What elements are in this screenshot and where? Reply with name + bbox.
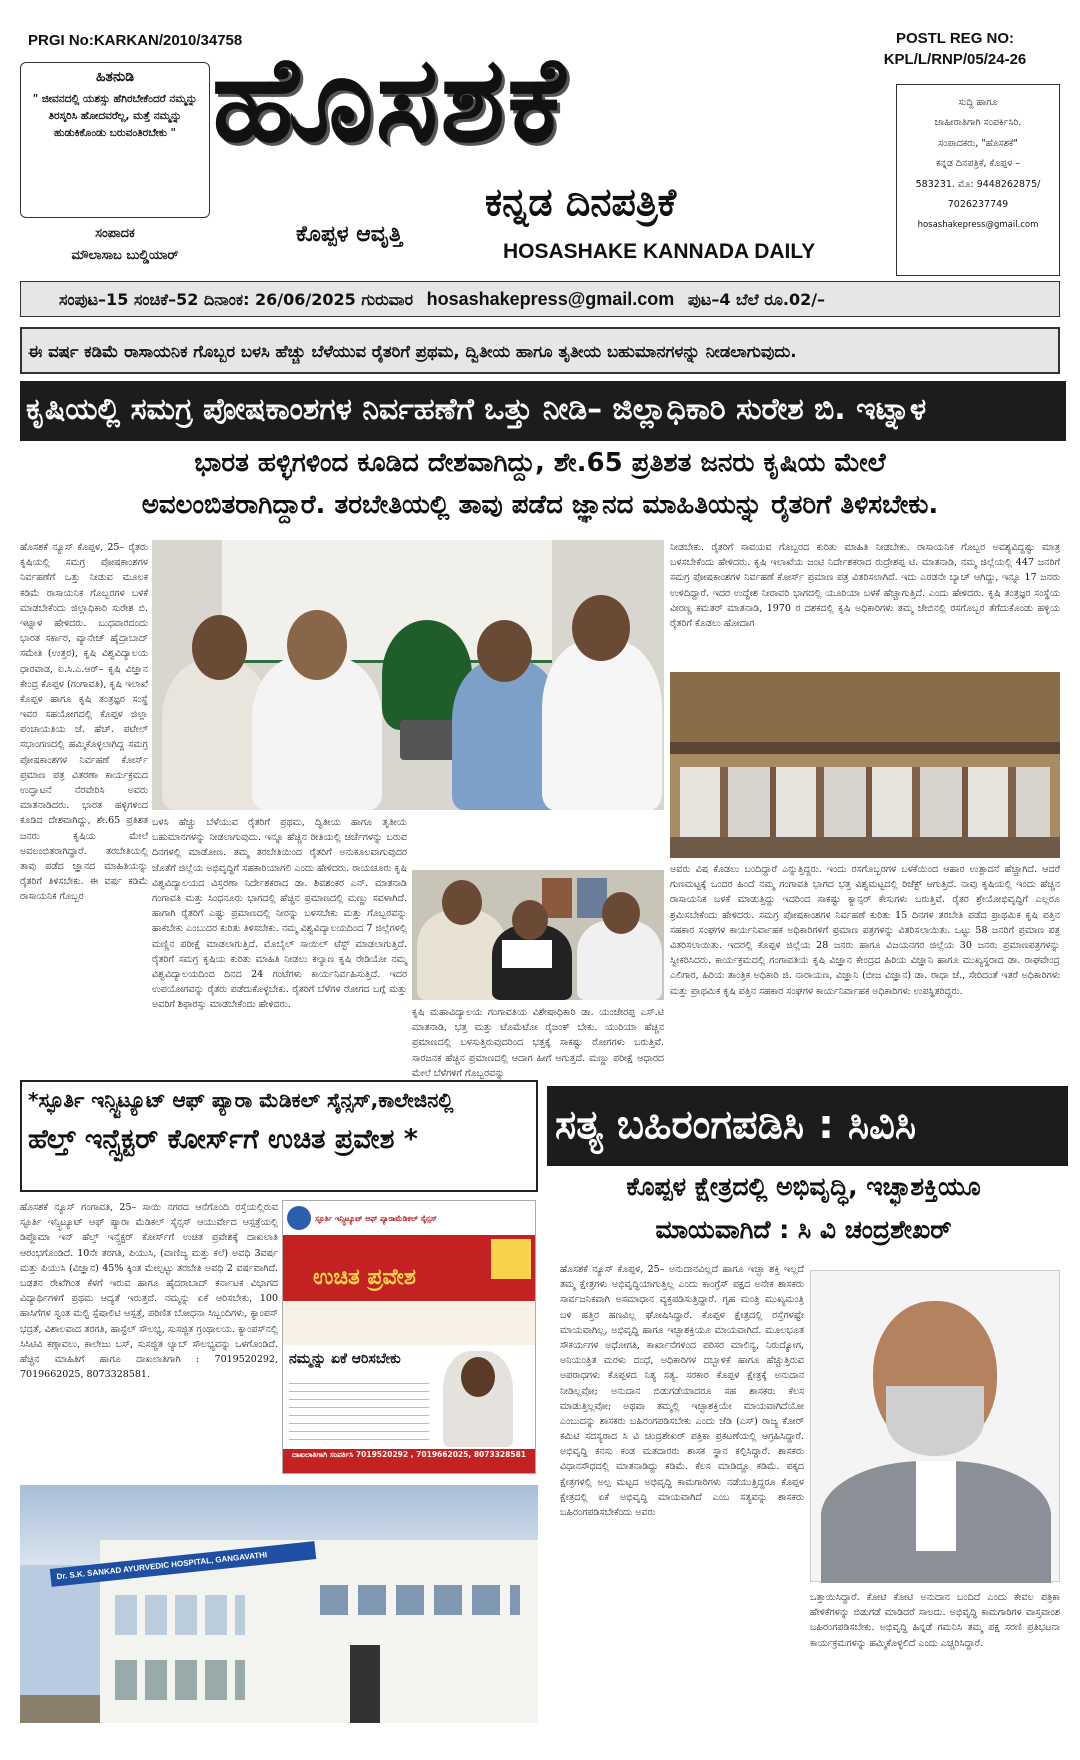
ad-story-body: ಹೊಸಶಕೆ ನ್ಯೂಸ್ ಗಂಗಾವತಿ, 25– ಸಾಯಿ ನಗರದ ಆನೆಗೊಂದಿ ರಸ್ತೆಯಲ್ಲಿರುವ ಸ್ಫೂರ್ತಿ ಇನ್ಸ್ಟಿಟ್ಯೂಟ್ ಆಫ್ ಪ್ಯಾರಾ ಮೆಡಿಕಲ್ ಸೈನ್ಸಸ್ ಆಯುರ್ವೇದ ಆಸ್ಪತ್ರೆಯಲ್ಲಿ ಡಿಪ್ಲೊಮಾ ಇನ್ ಹೆಲ್ತ್ ಇನ್ಸ್ಪೆಕ್ಟರ್ ಕೋರ್ಸ್‌ಗೆ ಉಚಿತ ಪ್ರವೇಶಕ್ಕೆ ದಾಖಲಾತಿ ಆರಂಭಗೊಂಡಿದೆ. 10ನೇ ತರಗತಿ, ಪಿಯುಸಿ, (ವಾಣಿಜ್ಯ ಮತ್ತು ಕಲೆ) ಅವಧಿ 3ವರ್ಷ ಮತ್ತು ಪಿಯುಸಿ (ವಿಜ್ಞಾನ) 45% ಕ್ಕಿಂತ ಮೇಲ್ಪಟ್ಟು ತರಬೇತಿ ಅವಧಿ 2 ವರ್ಷವಾಗಿದೆ. ಬಡತನ ರೇಖೆಗಿಂತ ಕೆಳಗೆ ಇರುವ ಹಾಗೂ ಹೈದರಾಬಾದ್ ಕರ್ನಾಟಕ ವಿಭಾಗದ ವಿದ್ಯಾರ್ಥಿಗಳಿಗೆ ಪ್ರಥಮ ಆದ್ಯತೆ ಇರುತ್ತದೆ. ನಮ್ಮನ್ನು ಏಕೆ ಆರಿಸಬೇಕು, 100 ಹಾಸಿಗೆಗಳ ಸ್ವಂತ ಮಲ್ಟಿ ಸ್ಪೆಷಾಲಿಟಿ ಆಸ್ಪತ್ರೆ, ಪರಿಣಿತ ಬೋಧನಾ ಸಿಬ್ಬಂದಿಗಳು, ಕ್ಯಾಂಪಸ್ ಭದ್ರತೆ, ವಿಶಾಲವಾದ ತರಗತಿ, ಹಾಸ್ಟೆಲ್ ಸೌಲಭ್ಯ, ಸುಸಜ್ಜಿತ ಗ್ರಂಥಾಲಯ. ಕ್ಯಾಂಪಸ್‌ನಲ್ಲಿ ಸಿಸಿಟಿವಿ ಕಣ್ಗಾವಲು, ಕಾಲೇಜು ಬಸ್, ಸುಸಜ್ಜಿತ ಲ್ಯಾಬ್ ಸೌಲಭ್ಯವನ್ನು ಒಳಗೊಂಡಿದೆ. ಹೆಚ್ಚಿನ ಮಾಹಿತಿಗೆ ಹಾಗೂ ದಾಖಲಾತಿಗಾಗಿ : 7019520292, 7019662025, 8073328581. bbox=[20, 1202, 278, 1381]
contact-line-1: ಸುದ್ದಿ ಹಾಗೂ bbox=[958, 97, 998, 108]
lead-column-3: ಕೃಷಿ ಮಹಾವಿದ್ಯಾಲಯ ಗಂಗಾವತಿಯ ವಿಶೇಷಾಧಿಕಾರಿ ಡಾ. ಯಂಜೇರಪ್ಪ ಎಸ್.ಟಿ ಮಾತನಾಡಿ, ಭತ್ತ ಮತ್ತು ಟೊಮೆಟೋ ರೈಜಂಕ್ ಬೇಕು. ಯುರಿಯಾ ಹೆಚ್ಚಿನ ಪ್ರಮಾಣದಲ್ಲಿ ಬಳಸುತ್ತಿರುವುದರಿಂದ ಭತ್ತಕ್ಕೆ ಸಾಕಷ್ಟು ರೋಗಗಳು ಬರುತ್ತಿವೆ. ಸಾರಜನಕ ಹೆಚ್ಚಿನ ಪ್ರಮಾಣದಲ್ಲಿ ಆದಾಗ ಹೀಗೆ ಆಗುತ್ತದೆ. ಮಣ್ಣು ಪರೀಕ್ಷೆ ಆಧಾರದ ಮೇಲೆ ಬೆಳೆಗಳಿಗೆ ಗೊಬ್ಬರವನ್ನು bbox=[412, 1007, 664, 1079]
edition-label: ಕೊಪ್ಪಳ ಆವೃತ್ತಿ bbox=[296, 222, 403, 247]
editor-label: ಸಂಪಾದಕ bbox=[95, 226, 135, 241]
ticker-strip: ಈ ವರ್ಷ ಕಡಿಮೆ ರಾಸಾಯನಿಕ ಗೊಬ್ಬರ ಬಳಸಿ ಹೆಚ್ಚು ಬೆಳೆಯುವ ರೈತರಿಗೆ ಪ್ರಥಮ, ದ್ವಿತೀಯ ಹಾಗೂ ತೃತೀಯ ಬಹುಮಾನಗಳನ್ನು ನೀಡಲಾಗುವುದು. bbox=[20, 327, 1060, 374]
student-figure bbox=[443, 1351, 513, 1447]
ad-story-headline-box bbox=[20, 1080, 538, 1192]
issue-page-price: ಪುಟ–4 ಬೆಲೆ ರೂ.02/– bbox=[687, 290, 826, 309]
college-logo-icon bbox=[287, 1206, 311, 1230]
contact-line-5: 583231. ಮೊ: 9448262875/ bbox=[915, 178, 1041, 190]
postal-reg-number: KPL/L/RNP/05/24-26 bbox=[883, 51, 1027, 68]
subtitle-english: HOSASHAKE KANNADA DAILY bbox=[503, 240, 816, 263]
poster-phone: ದಾಖಲಾತಿಗಾಗಿ ಸಂಪರ್ಕಿಸಿ 7019520292 , 7019662025, 8073328581 bbox=[283, 1449, 535, 1473]
poster-title: ಸ್ಫೂರ್ತಿ ಇನ್ಸ್ಟಿಟ್ಯೂಟ್ ಆಫ್ ಪ್ಯಾರಾಮೆಡಿಕಲ್ ಸೈನ್ಸಸ್ bbox=[315, 1213, 437, 1223]
masthead-title: ಹೊಸಶಕೆ bbox=[212, 30, 567, 168]
hitanudi-title: ಹಿತನುಡಿ bbox=[95, 69, 135, 85]
lead-column-5: ಅವರು ವಿಷ ಕೊಡಲು ಬಂದಿದ್ದಾರೆ ಎನ್ನುತ್ತಿದ್ದರು. ಇಂದು ರಸಗೊಬ್ಬರಗಳ ಬಳಕೆಯಿಂದ ಆಹಾರ ಉತ್ಪಾದನೆ ಹೆಚ್ಚಾಗಿದೆ. ಆದರೆ ಗುಣಮಟ್ಟಕ್ಕೆ ಒಂದರ ಹಿಂದೆ ನಮ್ಮ ಗಂಗಾವತಿ ಭಾಗದ ಭತ್ತ ವಿಶ್ವಮಟ್ಟದಲ್ಲಿ ರಿಜೆಕ್ಟ್ ಆಗುತ್ತಿದೆ. ನಾವು ಕೃಷಿಯಲ್ಲಿ ಇಂದು ಹೆಚ್ಚಿನ ರಾಸಾಯನಿಕ ಬಳಕೆ ಮಾಡುತ್ತಿದ್ದು ಇದರಿಂದ ಸಾಕಷ್ಟು ಕ್ಯಾನ್ಸರ್ ಕೇಸುಗಳು ಬರುತ್ತಿವೆ. ರೈತರ ಶ್ರೇಯೋಭಿವೃದ್ಧಿಗೆ ಎಲ್ಲರೂ ಶ್ರಮಿಸಬೇಕೆಂದು ಹೇಳಿದರು. ಸಮಗ್ರ ಪೋಷಕಾಂಶಗಳ ನಿರ್ವಹಣೆ ಕುರಿತು 15 ದಿನಗಳ ತರಬೇತಿ ಪಡೆದ ಪ್ರಾಥಮಿಕ ಕೃಷಿ ಪತ್ತಿನ ಸಹಕಾರ ಸಂಘಗಳ ಕಾರ್ಯನಿರ್ವಾಹಕ ಅಧಿಕಾರಿಗಳಿಗೆ ಪ್ರಮಾಣ ಪತ್ರಗಳನ್ನು ವಿತರಿಸಲಾಯಿತು. ಒಟ್ಟು 58 ಜನರಿಗೆ ಪ್ರಮಾಣ ಪತ್ರ ವಿತರಿಸಲಾಯಿತು. ಇದರಲ್ಲಿ ಕೊಪ್ಪಳ ಜಿಲ್ಲೆಯ 28 ಜನರು ಹಾಗೂ ವಿಜಯನಗರ ಜಿಲ್ಲೆಯ 30 ಜನರು ಪ್ರಮಾಣಪತ್ರಗಳನ್ನು ಸ್ವೀಕರಿಸಿದರು. ಕಾರ್ಯಕ್ರಮದಲ್ಲಿ ಗಂಗಾವತಿಯ ಕೃಷಿ ವಿಜ್ಞಾನ ಕೇಂದ್ರದ ಹಿರಿಯ ವಿಜ್ಞಾನಿ ಹಾಗೂ ಮುಖ್ಯಸ್ಥರಾದ ಡಾ. ರಾಘವೇಂದ್ರ ಎಲಿಗಾರ, ಹಿರಿಯ ತಾಂತ್ರಿಕ ಅಧಿಕಾರಿ ಜಿ. ನಾರಾಯಣ, ವಿಜ್ಞಾನಿ (ಬೀಜ ವಿಜ್ಞಾನ) ಡಾ. ರಾಧಾ ಜೆ., ಸೇರಿದಂತೆ ಇತರೆ ಅಧಿಕಾರಿಗಳು ಮತ್ತು ಪ್ರಾಥಮಿಕ ಕೃಷಿ ಪತ್ತಿನ ಸಹಕಾರ ಸಂಘಗಳ ಕಾರ್ಯನಿರ್ವಾಹಕ ಅಧಿಕಾರಿಗಳು ಉಪಸ್ಥಿತರಿದ್ದರು. bbox=[670, 864, 1060, 997]
contact-line-3: ಸಂಪಾದಕರು, "ಹೊಸಶಕೆ" bbox=[938, 137, 1018, 149]
issue-bar bbox=[20, 281, 1060, 317]
hospital-photo bbox=[20, 1485, 538, 1723]
certificate bbox=[502, 940, 552, 968]
poster-why-us: ನಮ್ಮನ್ನು ಏಕೆ ಆರಿಸಬೇಕು bbox=[289, 1351, 401, 1367]
ad-headline-2: ಹೆಲ್ತ್ ಇನ್ಸ್ಪೆಕ್ಟರ್ ಕೋರ್ಸ್‌ಗೆ ಉಚಿತ ಪ್ರವೇಶ * bbox=[28, 1124, 418, 1155]
prgi-number: PRGI No:KARKAN/2010/34758 bbox=[28, 32, 243, 49]
lead-photo-audience bbox=[670, 672, 1060, 858]
poster-free-admission: ಉಚಿತ ಪ್ರವೇಶ bbox=[313, 1265, 416, 1290]
lead-headline: ಕೃಷಿಯಲ್ಲಿ ಸಮಗ್ರ ಪೋಷಕಾಂಶಗಳ ನಿರ್ವಹಣೆಗೆ ಒತ್ತು ನೀಡಿ– ಜಿಲ್ಲಾಧಿಕಾರಿ ಸುರೇಶ ಬಿ. ಇಟ್ನಾಳ bbox=[20, 381, 1066, 441]
lead-subhead-1: ಭಾರತ ಹಳ್ಳಿಗಳಿಂದ ಕೂಡಿದ ದೇಶವಾಗಿದ್ದು, ಶೇ.65 ಪ್ರತಿಶತ ಜನರು ಕೃಷಿಯ ಮೇಲೆ bbox=[194, 448, 886, 478]
contact-email: hosashakepress@gmail.com bbox=[917, 219, 1039, 230]
issue-email: hosashakepress@gmail.com bbox=[426, 289, 675, 309]
ad-headline-1: *ಸ್ಫೂರ್ತಿ ಇನ್ಸ್ಟಿಟ್ಯೂಟ್ ಆಫ್ ಪ್ಯಾರಾ ಮೆಡಿಕಲ್ ಸೈನ್ಸಸ್,ಕಾಲೇಜಿನಲ್ಲಿ bbox=[28, 1088, 454, 1112]
lead-column-2: ಬಳಸಿ ಹೆಚ್ಚು ಬೆಳೆಯುವ ರೈತರಿಗೆ ಪ್ರಥಮ, ದ್ವಿತೀಯ ಹಾಗೂ ತೃತೀಯ ಬಹುಮಾನಗಳನ್ನು ನೀಡಲಾಗುವುದು. ಇನ್ನೂ ಹೆಚ್ಚಿನ ರೀತಿಯಲ್ಲಿ ಚರ್ಚೆಗಳನ್ನು ಬರುವ ದಿನಗಳಲ್ಲಿ ಮಾಡೋಣ. ತಮ್ಮ ತರಬೇತಿಯಿಂದ ರೈತರಿಗೆ ಅನುಕೂಲವಾಗುವುದರ ಜೊತೆಗೆ ಜಿಲ್ಲೆಯ ಅಭಿವೃದ್ಧಿಗೆ ಸಹಕಾರಿಯಾಗಲಿ ಎಂದು ಹೇಳಿದರು. ರಾಯಚೂರು ಕೃಷಿ ವಿಶ್ವವಿದ್ಯಾಲಯದ ವಿಸ್ತರಣಾ ನಿರ್ದೇಶಕರಾದ ಡಾ. ಶಿವಶಂಕರ ಎನ್. ಮಾತನಾಡಿ ಗಂಗಾವತಿ ಮತ್ತು ಸಿಂಧನೂರು ಭಾಗದಲ್ಲಿ ಹೆಚ್ಚಿನ ಪ್ರಮಾಣದಲ್ಲಿ ಮಣ್ಣು ಸವಳಾಗಿದೆ. ಹಾಗಾಗಿ ರೈತರಿಗೆ ಎಷ್ಟು ಪ್ರಮಾಣದಲ್ಲಿ ನೀರನ್ನು ಬಳಸಬೇಕು ಮತ್ತು ಗೊಬ್ಬರವನ್ನು ಹಾಕಬೇಕು ಎಂಬುದರ ಕುರಿತು ತಿಳಿಸಬೇಕು. ನಮ್ಮ ವಿಶ್ವವಿದ್ಯಾಲಯದಿಂದ 7 ಜಿಲ್ಲೆಗಳಲ್ಲಿ ಮಣ್ಣಿನ ಪರೀಕ್ಷೆ ಮಾಡಲಾಗುತ್ತಿದೆ. ಮೊಬೈಲ್ ಸಾಯಿಲ್ ಟೆಸ್ಟ್ ಮಾಡಲಾಗುತ್ತಿದೆ. ರೈತರಿಗೆ ಸಮಗ್ರ ಕೃಷಿಯ ಕುರಿತು ಮಾಹಿತಿ ನೀಡಲು ಕಲ್ಯಾಣ ಕೃಷಿ ರೇಡಿಯೋ ನಮ್ಮ ವಿಶ್ವವಿದ್ಯಾಲಯದಿಂದ ದಿನದ 24 ಗಂಟೆಗಳು ಕಾರ್ಯನಿರ್ವಹಿಸುತ್ತಿದೆ. ಇದರ ಉಪಯೋಗವನ್ನು ರೈತರು ಪಡೆದುಕೊಳ್ಳಬೇಕು. ರೈತರಿಗೆ ಬೆಳೆಗಳ ರೋಗದ ಬಗ್ಗೆ ಮತ್ತು ಅವರಿಗೆ ಶಿಫಾರಸ್ಸು ಮಾಡಬೇಕೆಂದು ಹೇಳಿದರು. bbox=[152, 817, 407, 1011]
lead-photo-certificate bbox=[412, 870, 664, 1000]
lead-column-4: ನೀಡಬೇಕು. ರೈತರಿಗೆ ಸಾವಯವ ಗೊಬ್ಬರದ ಕುರಿತು ಮಾಹಿತಿ ನೀಡಬೇಕು. ರಾಸಾಯನಿಕ ಗೊಬ್ಬರ ಅವಶ್ಯವಿದ್ದಷ್ಟು ಮಾತ್ರ ಬಳಸಬೇಕೆಂದು ಹೇಳಿದರು. ಕೃಷಿ ಇಲಾಖೆಯ ಜಂಟಿ ನಿರ್ದೇಶಕರಾದ ರುದ್ರೇಶಪ್ಪ ಟಿ. ಮಾತನಾಡಿ, ನಮ್ಮ ಜಿಲ್ಲೆಯಲ್ಲಿ 447 ಜನರಿಗೆ ಸಮಗ್ರ ಪೋಷಕಾಂಶಗಳ ನಿರ್ವಹಣೆ ಕೋರ್ಸ್ ಪ್ರಮಾಣ ಪತ್ರ ವಿತರಿಸಲಾಗಿದೆ. ಇದು ಎರಡನೇ ಬ್ಯಾಚ್ ಆಗಿದ್ದು, ಇನ್ನೂ 17 ಜನರು ಉಳಿದಿದ್ದಾರೆ. ಇದರ ಉದ್ದೇಶ ನೀರಾವರಿ ಭಾಗದಲ್ಲಿ ಯೂರಿಯಾ ಬಳಕೆ ಹೆಚ್ಚಾಗುತ್ತಿದೆ. ಎಂದು ಹೇಳಿದರು. ಕೃಷಿ ತಂತ್ರಜ್ಞರ ಸಂಸ್ಥೆಯ ವೀರಣ್ಣ ಕಮತರ್ ಮಾತನಾಡಿ, 1970 ರ ದಶಕದಲ್ಲಿ ಕೃಷಿ ಅಧಿಕಾರಿಗಳು ತಮ್ಮ ಜೇಬಿನಲ್ಲಿ ರಸಗೊಬ್ಬರ ತೆಗೆದುಕೊಂಡು ಹಳ್ಳಿಯ ರೈತರಿಗೆ ಕೊಡಲು ಹೋದಾಗ bbox=[670, 542, 1060, 629]
lead-subhead-2: ಅವಲಂಬಿತರಾಗಿದ್ದಾರೆ. ತರಬೇತಿಯಲ್ಲಿ ತಾವು ಪಡೆದ ಜ್ಞಾನದ ಮಾಹಿತಿಯನ್ನು ರೈತರಿಗೆ ತಿಳಿಸಬೇಕು. bbox=[141, 490, 939, 520]
cv-subhead-1: ಕೊಪ್ಪಳ ಕ್ಷೇತ್ರದಲ್ಲಿ ಅಭಿವೃದ್ಧಿ, ಇಚ್ಛಾಶಕ್ತಿಯೂ bbox=[626, 1172, 981, 1201]
poster-badge bbox=[491, 1239, 531, 1279]
cv-story-column-2: ಒತ್ತಾಯಿಸಿದ್ದಾರೆ. ಕೋಟಿ ಕೋಟಿ ಅನುದಾನ ಬಂದಿದೆ ಎಂದು ಕೇವಲ ಪತ್ರಿಕಾ ಹೇಳಿಕೆಗಳನ್ನು ಬಿಡುಗಡೆ ಮಾಡಿದರೆ ಸಾಲದು. ಅಭಿವೃದ್ಧಿ ಕಾಮಗಾರಿಗಳ ವಾಸ್ತವಾಂಶ ಬಹಿರಂಗಪಡಿಸಬೇಕು. ಅಭಿವೃದ್ಧಿ ಹಿನ್ನಡೆ ಗಮನಿಸಿ ತಮ್ಮ ಪಕ್ಷ ಸರಣಿ ಪ್ರತಿಭಟನಾ ಕಾರ್ಯಕ್ರಮಗಳನ್ನು ಹಮ್ಮಿಕೊಳ್ಳಲಿದೆ ಎಂದು ಎಚ್ಚರಿಸಿದ್ದಾರೆ. bbox=[810, 1592, 1060, 1649]
cv-story-column-1: ಹೊಸಶಕೆ ನ್ಯೂಸ್ ಕೊಪ್ಪಳ, 25– ಅನುದಾನವಿಲ್ಲದೆ ಹಾಗೂ ಇಚ್ಛಾ ಶಕ್ತಿ ಇಲ್ಲದೆ ತಮ್ಮ ಕ್ಷೇತ್ರಗಳು ಅಭಿವೃದ್ಧಿಯಾಗುತ್ತಿಲ್ಲ ಎಂದು ಕಾಂಗ್ರೆಸ್ ಪಕ್ಷದ ಅನೇಕ ಶಾಸಕರು ಸಾರ್ವಜನಿಕವಾಗಿ ಅಸಮಾಧಾನ ವ್ಯಕ್ತಪಡಿಸುತ್ತಿದ್ದಾರೆ. ಗೃಹ ಮಂತ್ರಿ ಮುಖ್ಯಮಂತ್ರಿ ಬಳಿ ಹತ್ತಿರ ಹಣವಿಲ್ಲ ಘೋಷಿಸಿದ್ದಾರೆ. ಕೊಪ್ಪಳ ಕ್ಷೇತ್ರದಲ್ಲಿ ರಸ್ತೆಗಳಷ್ಟೇ ಮಾಯವಾಗಿಲ್ಲ, ಅಭಿವೃದ್ಧಿ ಹಾಗೂ ಇಚ್ಛಾಶಕ್ತಿಯೂ ಮಾಯವಾಗಿದೆ. ಮೂಲಭೂತ ಸೌಕರ್ಯಗಳ ಅಧೋಗತಿ, ಕಾರ್ಖಾನೆಗಳಿಂದ ಪರಿಸರ ಮಾಲಿನ್ಯ, ನಿರುದ್ಯೋಗ, ಅನಿಯಂತ್ರಿತ ಮರಳು ದಂಧೆ, ಅಧಿಕಾರಿಗಳ ದಬ್ಬಾಳಿಕೆ ಹಾಗೂ ಹೆಚ್ಚುತ್ತಿರುವ ಅಪರಾಧಗಳು ಕೊಪ್ಪಳದ ನಿತ್ಯ ಸತ್ಯ. ಸರಕಾರ ಕೊಪ್ಪಳ ಕ್ಷೇತ್ರಕ್ಕೆ ಅನುದಾನ ನೀಡಿಲ್ಲವೋ; ಅನುದಾನ ಬಿಡುಗಡೆಯಾದರೂ ಸಹ ಶಾಸಕರು ಕೆಲಸ ಮಾಡುತ್ತಿಲ್ಲವೋ; ಅಥವಾ ತಮ್ಮಲ್ಲಿ ಇಚ್ಛಾಶಕ್ತಿಯೇ ಮಾಯವಾಗಿದೆಯೋ ಎಂಬುದನ್ನು ಶಾಸಕರು ಬಹಿರಂಗಪಡಿಸಬೇಕು ಎಂದು ಜೆಡಿ (ಎಸ್) ರಾಜ್ಯ ಕೋರ್ ಕಮಿಟಿ ಸದಸ್ಯರಾದ ಸಿ ವಿ ಚಂದ್ರಶೇಖರ್ ಪತ್ರಿಕಾ ಪ್ರಕಟಣೆಯಲ್ಲಿ ಆಗ್ರಹಿಸಿದ್ದಾರೆ. ಅಭಿವೃದ್ಧಿ ಕನಸು ಕಂಡ ಮತದಾರರು ಶಾಸಕ ಸ್ಥಾನ ಕಲ್ಪಿಸಿದ್ದಾರೆ. ಶಾಸಕರು ವಿಧಾನಸೌಧದಲ್ಲಿ ಮಾತನಾಡಿದ್ದು ಕಡಿಮೆ. ಕೆಲಸ ಮಾಡಿದ್ದೂ ಕಡಿಮೆ. ಪಕ್ಕದ ಕ್ಷೇತ್ರಗಳಲ್ಲಿ ಅಲ್ಪ ಮಟ್ಟದ ಅಭಿವೃದ್ಧಿ ಕಾಮಗಾರಿಗಳು ನಡೆಯುತ್ತಿದ್ದರೂ ಕೊಪ್ಪಳ ಕ್ಷೇತ್ರದಲ್ಲಿ ಏಕೆ ಅಭಿವೃದ್ಧಿ ಮಾಯವಾಗಿದೆ ಎಂಬ ಸತ್ಯವನ್ನು ಶಾಸಕರು ಬಹಿರಂಗಪಡಿಸಬೇಕೆಂದು ಅವರು bbox=[560, 1264, 804, 1518]
contact-box bbox=[896, 84, 1060, 276]
cv-subhead-2: ಮಾಯವಾಗಿದೆ : ಸಿ ವಿ ಚಂದ್ರಶೇಖರ್ bbox=[655, 1215, 952, 1244]
issue-details: ಸಂಪುಟ–15 ಸಂಚಿಕೆ–52 ದಿನಾಂಕ: 26/06/2025 ಗುರುವಾರ bbox=[59, 290, 414, 309]
contact-line-4: ಕನ್ನಡ ದಿನಪತ್ರಿಕೆ, ಕೊಪ್ಪಳ – bbox=[935, 158, 1020, 170]
subtitle-kannada: ಕನ್ನಡ ದಿನಪತ್ರಿಕೆ bbox=[485, 180, 677, 224]
lead-column-3-top bbox=[412, 840, 664, 868]
beard bbox=[886, 1386, 984, 1456]
cv-story-banner: ಸತ್ಯ ಬಹಿರಂಗಪಡಿಸಿ : ಸಿವಿಸಿ bbox=[547, 1086, 1068, 1166]
hospital-sign: Dr. S.K. SANKAD AYURVEDIC HOSPITAL, GANGAVATHI bbox=[50, 1541, 316, 1587]
postal-reg-label: POSTL REG NO: bbox=[895, 30, 1015, 47]
hitanudi-quote: " ಜೀವನದಲ್ಲಿ ಯಶಸ್ಸು ಹೆಗಿರಬೇಕೆಂದರೆ ನಮ್ಮನ್ನು ತಿರಸ್ಕರಿಸಿ ಹೋದವರೆಲ್ಲ, ಮತ್ತೆ ನಮ್ಮನ್ನು ಹುಡುಕಿಕೊಂಡು ಬರುವಂತಿರಬೇಕು " bbox=[32, 93, 198, 139]
cv-chandrashekar-portrait bbox=[810, 1270, 1060, 1582]
lead-column-1: ಹೊಸಶಕೆ ನ್ಯೂಸ್ ಕೊಪ್ಪಳ, 25– ರೈತರು ಕೃಷಿಯಲ್ಲಿ ಸಮಗ್ರ ಪೋಷಕಾಂಶಗಳ ನಿರ್ವಹಣೆಗೆ ಒತ್ತು ನೀಡುವ ಮೂಲಕ ಕಡಿಮೆ ರಾಸಾಯನಿಕ ಗೊಬ್ಬರಗಳ ಬಳಕೆ ಮಾಡಬೇಕೆಂದು ಜಿಲ್ಲಾಧಿಕಾರಿ ಸುರೇಶ ಬಿ. ಇಟ್ನಾಳ ಹೇಳಿದರು. ಬುಧವಾರದಂದು ಭಾರತ ಸರ್ಕಾರ, ವ್ಯಾನೇಜ್ ಹೈದ್ರಾಬಾದ್ ಸಮೇತಿ (ಉತ್ತರ), ಕೃಷಿ ವಿಶ್ವವಿದ್ಯಾಲಯ ಧಾರವಾಡ, ಐ.ಸಿ.ಎ.ಆರ್– ಕೃಷಿ ವಿಜ್ಞಾನ ಕೇಂದ್ರ ಕೊಪ್ಪಳ (ಗಂಗಾವತಿ), ಕೃಷಿ ಇಲಾಖೆ ಕೊಪ್ಪಳ ಹಾಗೂ ಕೃಷಿ ತಂತ್ರಜ್ಞರ ಸಂಸ್ಥೆ ಇವರ ಸಹಯೋಗದಲ್ಲಿ ಕೊಪ್ಪಳ ಜಿಲ್ಲಾ ಪಂಚಾಯತಿಯ ಜೆ. ಹೆಚ್. ಪಟೇಲ್ ಸಭಾಂಗಣದಲ್ಲಿ ಹಮ್ಮಿಕೊಳ್ಳಲಾಗಿದ್ದ ಸಮಗ್ರ ಪೋಷಕಾಂಶಗಳ ನಿರ್ವಹಣೆ ಕೋರ್ಸ್ ಪ್ರಮಾಣ ಪತ್ರ ವಿತರಣಾ ಕಾರ್ಯಕ್ರಮದ ಉದ್ಘಾಟನೆ ನೆರವೇರಿಸಿ ಅವರು ಮಾತನಾಡಿದರು. ಭಾರತ ಹಳ್ಳಿಗಳಿಂದ ಕೂಡಿದ ದೇಶವಾಗಿದ್ದು, ಶೇ.65 ಪ್ರತಿಶತ ಜನರು ಕೃಷಿಯ ಮೇಲೆ ಅವಲಂಬಿತರಾಗಿದ್ದಾರೆ. ತರಬೇತಿಯಲ್ಲಿ ತಾವು ಪಡೆದ ಜ್ಞಾನದ ಮಾಹಿತಿಯನ್ನು ರೈತರಿಗೆ ತಿಳಿಸಬೇಕು. ಈ ವರ್ಷ ಕಡಿಮೆ ರಾಸಾಯನಿಕ ಗೊಬ್ಬರ bbox=[20, 542, 148, 903]
editor-name: ಮೌಲಾಸಾಬ ಬುಲ್ಡಿಯಾರ್ bbox=[71, 248, 179, 263]
contact-line-2: ಜಾಹೀರಾತಿಗಾಗಿ ಸಂಪರ್ಕಿಸಿರಿ. bbox=[934, 117, 1022, 129]
contact-line-6: 7026237749 bbox=[947, 199, 1009, 211]
admission-poster bbox=[282, 1200, 536, 1474]
lead-photo-plant bbox=[152, 540, 664, 810]
hitanudi-box bbox=[20, 62, 210, 218]
